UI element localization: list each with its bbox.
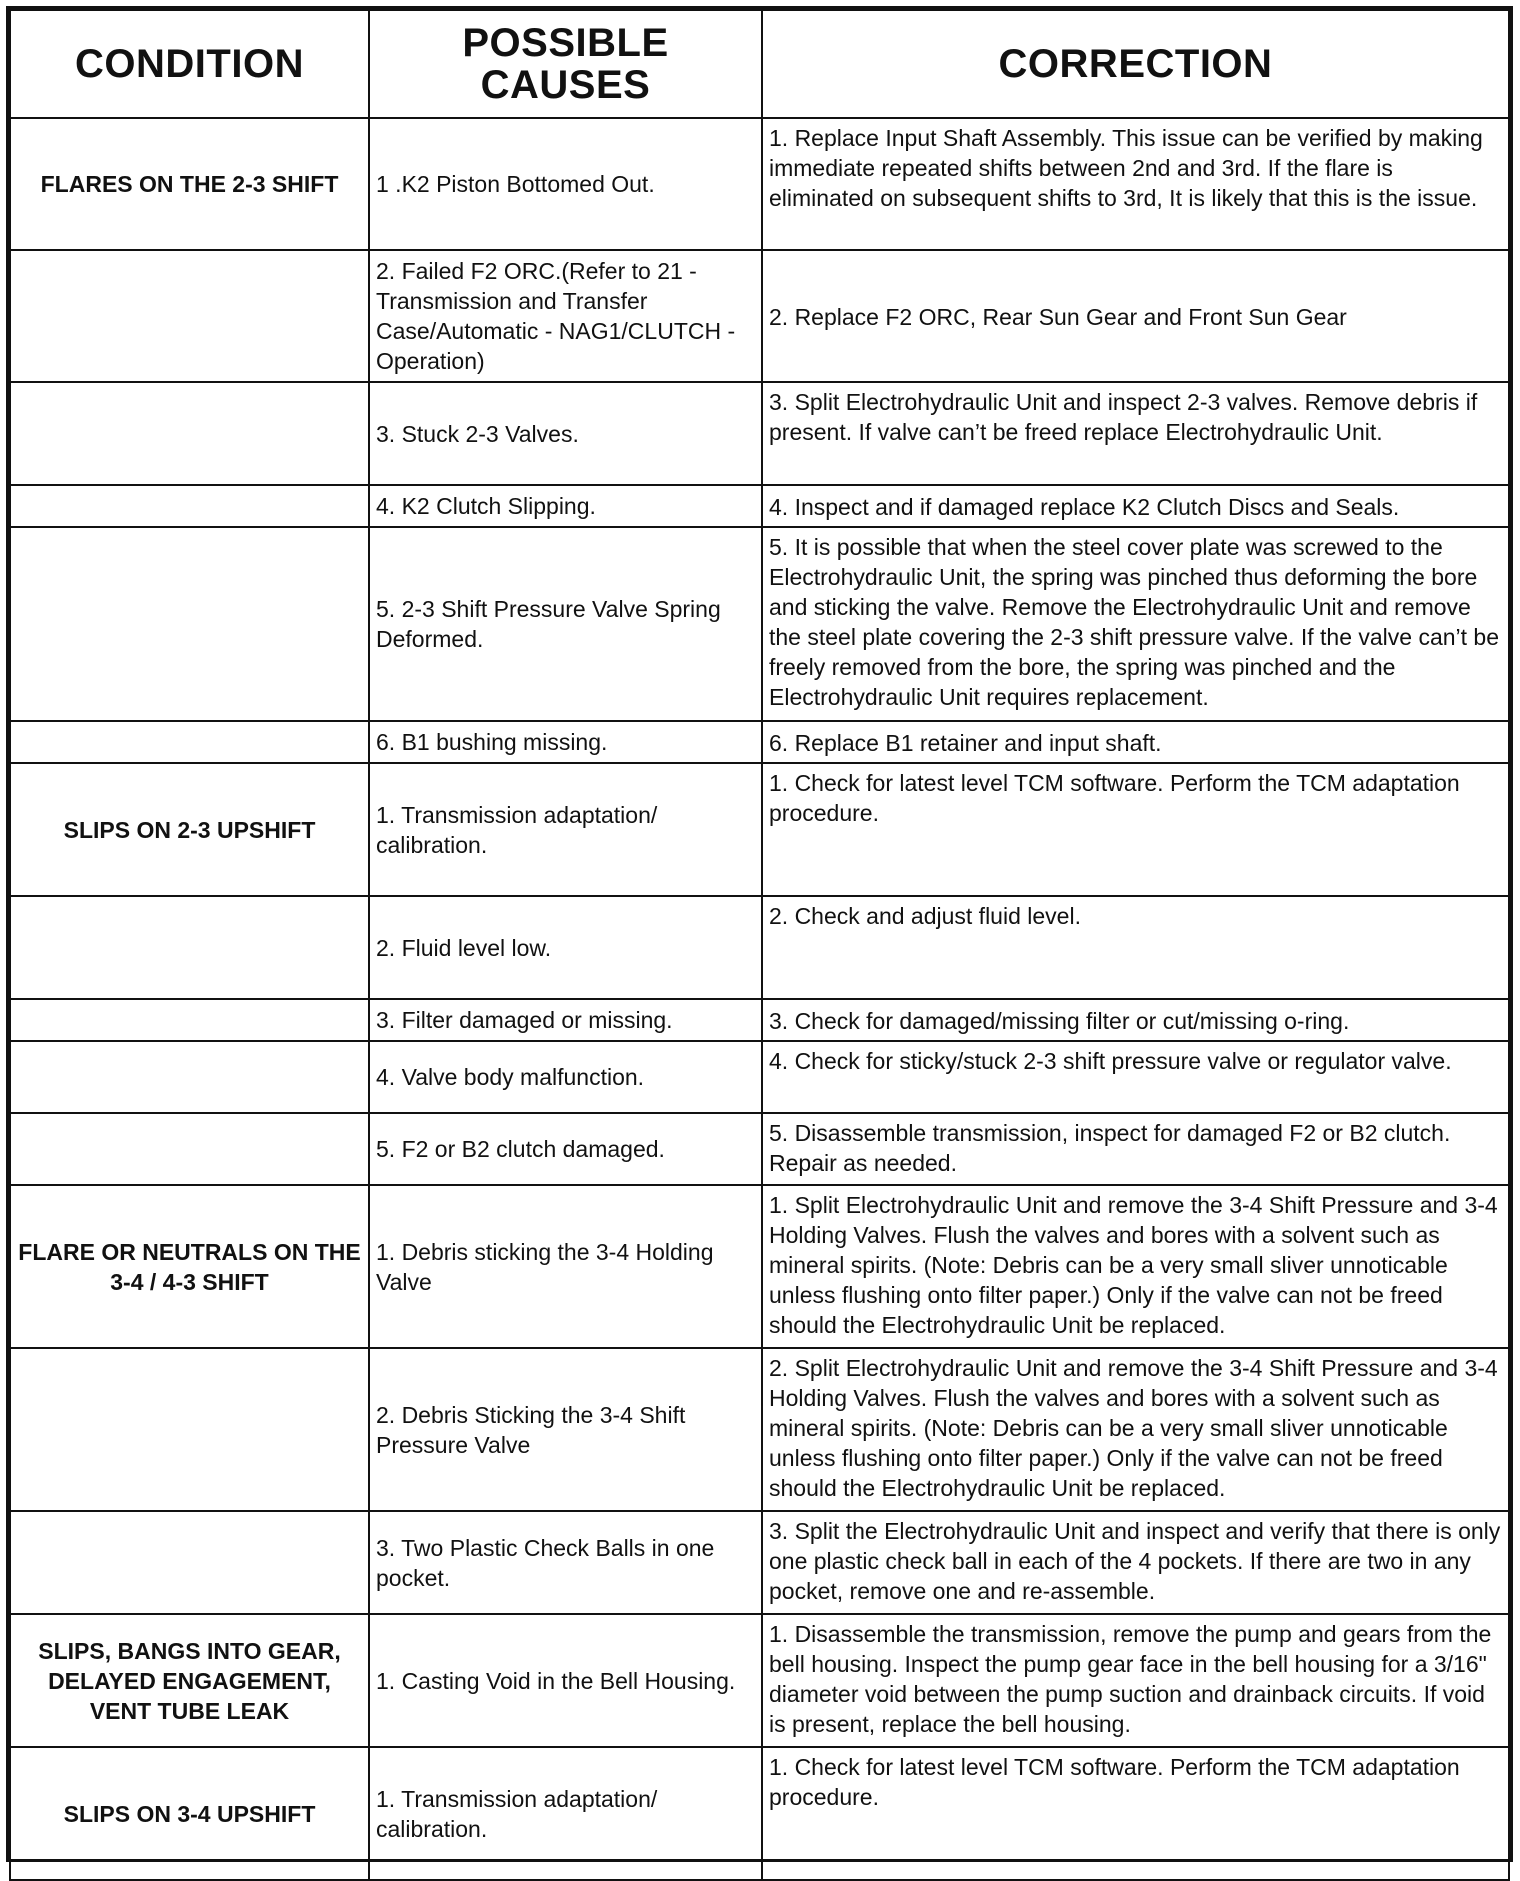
- table-row: [10, 527, 1509, 721]
- table-row: [10, 721, 1509, 763]
- cause-cell: 2. Debris Sticking the 3-4 Shift Pressure Valve: [369, 1348, 762, 1511]
- table-row: [10, 1113, 1509, 1185]
- correction-cell: 5. It is possible that when the steel cover plate was screwed to the Electrohydraulic Unit, the spring was pinched thus deforming the bore and sticking the valve. Remove the Electrohydraulic Unit and remove the steel plate covering the 2-3 shift pressure valve. If the valve can’t be freely removed from the bore, the spring was pinched and the Electrohydraulic Unit requires replacement.: [762, 527, 1509, 721]
- header-condition: CONDITION: [10, 10, 369, 118]
- table-row: [10, 1614, 1509, 1747]
- condition-cell: [10, 999, 369, 1041]
- cause-cell: 3. Filter damaged or missing.: [369, 999, 762, 1041]
- correction-cell: 4. Inspect and if damaged replace K2 Clutch Discs and Seals.: [762, 485, 1509, 527]
- cause-cell: 5. F2 or B2 clutch damaged.: [369, 1113, 762, 1185]
- correction-cell: 1. Check for latest level TCM software. Perform the TCM adaptation procedure.: [762, 1747, 1509, 1880]
- header-correction: CORRECTION: [762, 10, 1509, 118]
- cause-cell: 1. Transmission adaptation/ calibration.: [369, 1747, 762, 1880]
- header-possible-causes: POSSIBLE CAUSES: [369, 10, 762, 118]
- cause-cell: 2. Fluid level low.: [369, 896, 762, 999]
- diagnosis-chart: [6, 6, 1513, 1862]
- correction-cell: 2. Check and adjust fluid level.: [762, 896, 1509, 999]
- condition-cell: [10, 1041, 369, 1113]
- correction-cell: 2. Replace F2 ORC, Rear Sun Gear and Front Sun Gear: [762, 250, 1509, 382]
- table-row: [10, 1747, 1509, 1880]
- condition-cell: [10, 527, 369, 721]
- cause-cell: 3. Stuck 2-3 Valves.: [369, 382, 762, 485]
- condition-cell: [10, 485, 369, 527]
- cause-cell: 2. Failed F2 ORC.(Refer to 21 - Transmission and Transfer Case/Automatic - NAG1/CLUTCH - Operation): [369, 250, 762, 382]
- table-row: [10, 382, 1509, 485]
- condition-cell: [10, 382, 369, 485]
- diagnosis-table: [9, 9, 1510, 1881]
- correction-cell: 4. Check for sticky/stuck 2-3 shift pressure valve or regulator valve.: [762, 1041, 1509, 1113]
- header-row: [10, 10, 1509, 118]
- correction-cell: 1. Disassemble the transmission, remove the pump and gears from the bell housing. Inspect the pump gear face in the bell housing for a 3/16" diameter void between the pump suction and drainback circuits. If void is present, replace the bell housing.: [762, 1614, 1509, 1747]
- condition-cell: SLIPS, BANGS INTO GEAR, DELAYED ENGAGEMENT, VENT TUBE LEAK: [10, 1614, 369, 1747]
- table-row: [10, 118, 1509, 250]
- table-row: [10, 999, 1509, 1041]
- correction-cell: 6. Replace B1 retainer and input shaft.: [762, 721, 1509, 763]
- correction-cell: 1. Replace Input Shaft Assembly. This issue can be verified by making immediate repeated shifts between 2nd and 3rd. If the flare is eliminated on subsequent shifts to 3rd, It is likely that this is the issue.: [762, 118, 1509, 250]
- cause-cell: 1. Transmission adaptation/ calibration.: [369, 763, 762, 896]
- condition-cell: [10, 1113, 369, 1185]
- condition-cell: SLIPS ON 2-3 UPSHIFT: [10, 763, 369, 896]
- condition-cell: [10, 721, 369, 763]
- cause-cell: 4. Valve body malfunction.: [369, 1041, 762, 1113]
- condition-cell: FLARE OR NEUTRALS ON THE 3-4 / 4-3 SHIFT: [10, 1185, 369, 1348]
- cause-cell: 4. K2 Clutch Slipping.: [369, 485, 762, 527]
- correction-cell: 3. Split Electrohydraulic Unit and inspect 2-3 valves. Remove debris if present. If valve can’t be freed replace Electrohydraulic Unit.: [762, 382, 1509, 485]
- correction-cell: 2. Split Electrohydraulic Unit and remove the 3-4 Shift Pressure and 3-4 Holding Valves. Flush the valves and bores with a solvent such as mineral spirits. (Note: Debris can be a very small sliver unnoticable unless flushing onto filter paper.) Only if the valve can not be freed should the Electrohydraulic Unit be replaced.: [762, 1348, 1509, 1511]
- correction-cell: 1. Check for latest level TCM software. Perform the TCM adaptation procedure.: [762, 763, 1509, 896]
- cause-cell: 6. B1 bushing missing.: [369, 721, 762, 763]
- condition-cell: SLIPS ON 3-4 UPSHIFT: [10, 1747, 369, 1880]
- correction-cell: 5. Disassemble transmission, inspect for damaged F2 or B2 clutch. Repair as needed.: [762, 1113, 1509, 1185]
- cause-cell: 1 .K2 Piston Bottomed Out.: [369, 118, 762, 250]
- condition-cell: FLARES ON THE 2-3 SHIFT: [10, 118, 369, 250]
- condition-cell: [10, 1348, 369, 1511]
- cause-cell: 5. 2-3 Shift Pressure Valve Spring Deformed.: [369, 527, 762, 721]
- table-row: [10, 485, 1509, 527]
- condition-cell: [10, 896, 369, 999]
- table-row: [10, 1511, 1509, 1614]
- cause-cell: 1. Debris sticking the 3-4 Holding Valve: [369, 1185, 762, 1348]
- cause-cell: 3. Two Plastic Check Balls in one pocket.: [369, 1511, 762, 1614]
- correction-cell: 3. Check for damaged/missing filter or cut/missing o-ring.: [762, 999, 1509, 1041]
- table-row: [10, 1348, 1509, 1511]
- condition-cell: [10, 250, 369, 382]
- table-row: [10, 250, 1509, 382]
- correction-cell: 1. Split Electrohydraulic Unit and remove the 3-4 Shift Pressure and 3-4 Holding Valves. Flush the valves and bores with a solvent such as mineral spirits. (Note: Debris can be a very small sliver unnoticable unless flushing onto filter paper.) Only if the valve can not be freed should the Electrohydraulic Unit be replaced.: [762, 1185, 1509, 1348]
- table-row: [10, 896, 1509, 999]
- condition-cell: [10, 1511, 369, 1614]
- correction-cell: 3. Split the Electrohydraulic Unit and inspect and verify that there is only one plastic check ball in each of the 4 pockets. If there are two in any pocket, remove one and re-assemble.: [762, 1511, 1509, 1614]
- table-row: [10, 1041, 1509, 1113]
- table-row: [10, 763, 1509, 896]
- cause-cell: 1. Casting Void in the Bell Housing.: [369, 1614, 762, 1747]
- table-row: [10, 1185, 1509, 1348]
